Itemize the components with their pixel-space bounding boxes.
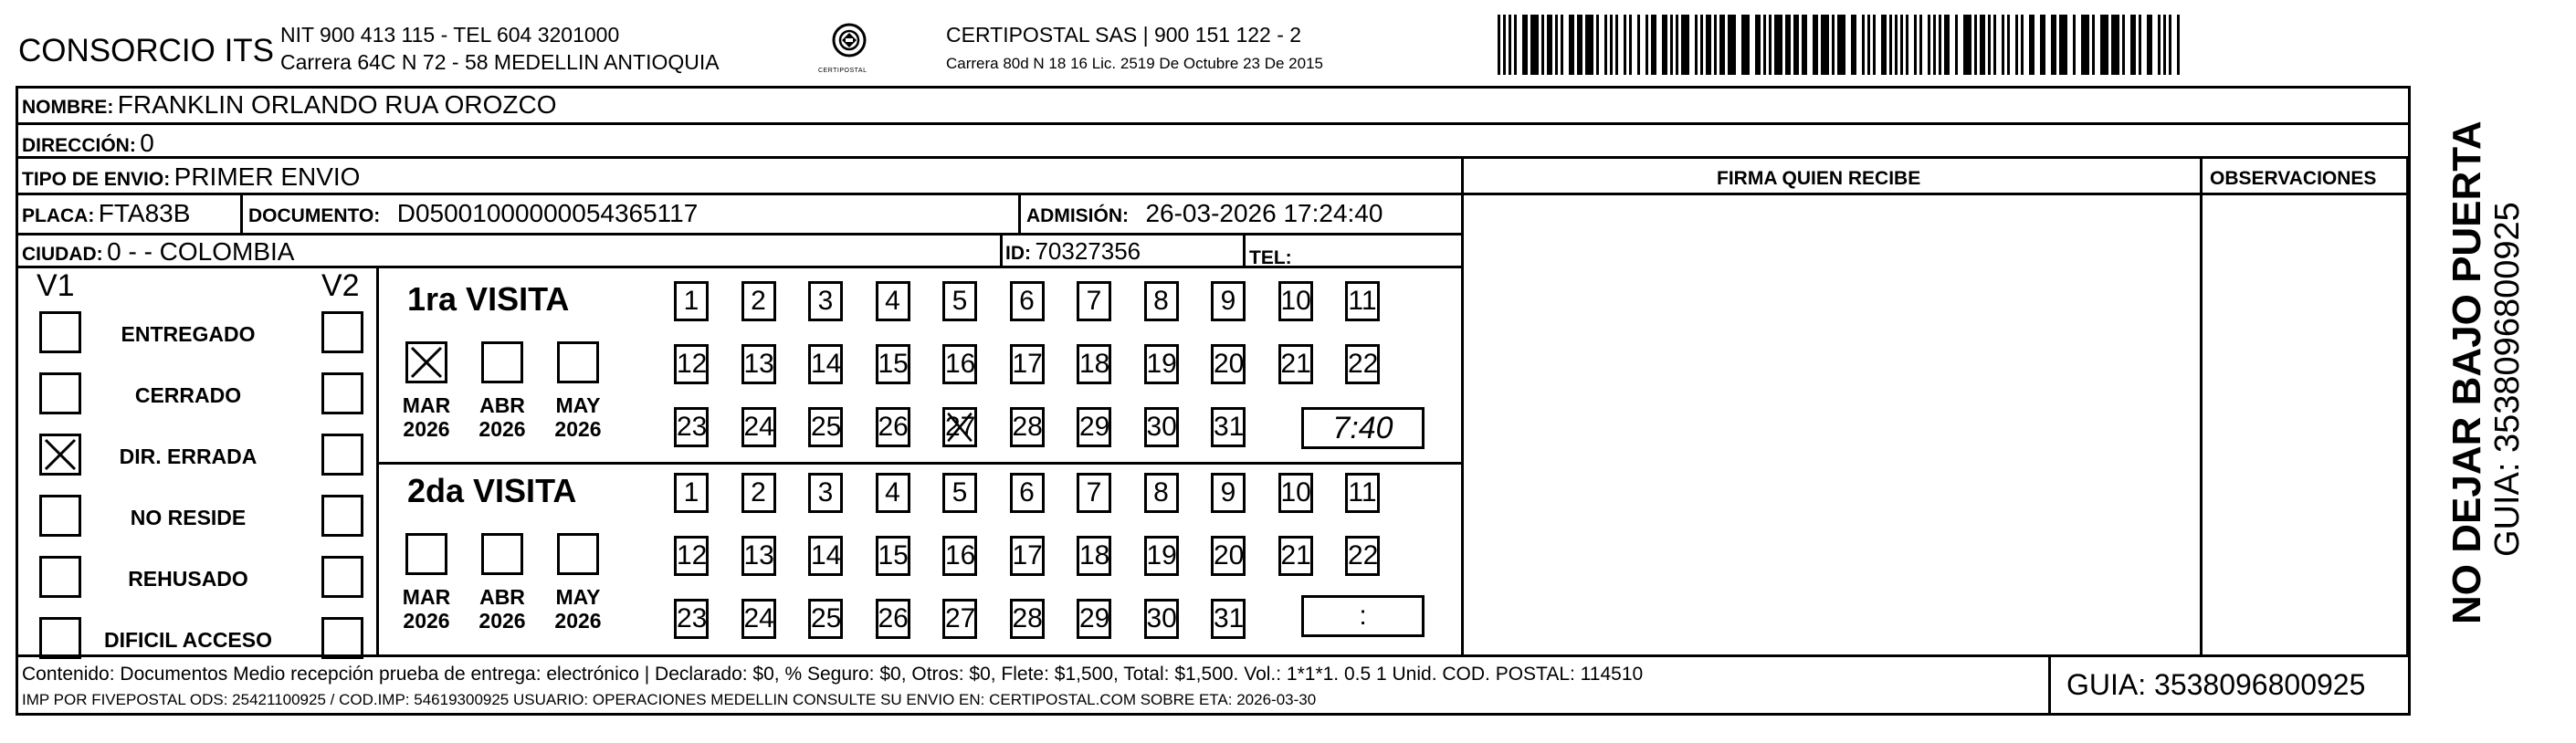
company-address: Carrera 64C N 72 - 58 MEDELLIN ANTIOQUIA	[280, 50, 720, 74]
day-box[interactable]: 23	[674, 407, 709, 447]
documento-label: DOCUMENTO:	[248, 205, 381, 226]
day-box[interactable]: 14	[808, 344, 843, 384]
day-box[interactable]: 13	[741, 344, 776, 384]
day-box[interactable]: 12	[674, 344, 709, 384]
ciudad-value: 0 - - COLOMBIA	[107, 237, 295, 266]
admision-label: ADMISIÓN:	[1026, 205, 1129, 226]
day-box[interactable]: 21	[1278, 344, 1313, 384]
v2-checkbox[interactable]	[321, 372, 363, 414]
day-box[interactable]: 9	[1211, 281, 1246, 321]
day-box[interactable]: 24	[741, 407, 776, 447]
day-box[interactable]: 31	[1211, 407, 1246, 447]
day-box[interactable]: 17	[1010, 536, 1045, 576]
day-box[interactable]: 13	[741, 536, 776, 576]
day-box[interactable]: 29	[1077, 407, 1111, 447]
carrier-license: Carrera 80d N 18 16 Lic. 2519 De Octubre 23 De 2015	[946, 55, 1323, 72]
day-box[interactable]: 1	[674, 473, 709, 513]
day-box[interactable]: 2	[741, 473, 776, 513]
day-box[interactable]: 26	[876, 407, 910, 447]
observaciones-label: OBSERVACIONES	[2210, 168, 2377, 189]
day-box[interactable]: 15	[876, 344, 910, 384]
visit2-time: :	[1359, 601, 1367, 631]
visit1-time: 7:40	[1332, 411, 1393, 445]
barcode	[1498, 15, 2184, 75]
day-box[interactable]: 20	[1211, 536, 1246, 576]
admision-row	[1026, 201, 1383, 226]
logo-caption: CERTIPOSTAL	[818, 68, 867, 74]
company-nit: NIT 900 413 115 - TEL 604 3201000	[280, 23, 620, 47]
month-checkbox[interactable]	[481, 341, 523, 383]
reason-label: DIR. ERRADA	[119, 445, 258, 468]
company-name: CONSORCIO ITS	[18, 33, 275, 68]
nombre-value: FRANKLIN ORLANDO RUA OROZCO	[117, 90, 557, 119]
day-box[interactable]: 12	[674, 536, 709, 576]
day-box[interactable]: 14	[808, 536, 843, 576]
reason-label: REHUSADO	[128, 567, 248, 591]
day-box[interactable]: 1	[674, 281, 709, 321]
day-box[interactable]: 6	[1010, 281, 1045, 321]
day-box[interactable]: 21	[1278, 536, 1313, 576]
day-box[interactable]: 24	[741, 599, 776, 639]
day-box[interactable]: 30	[1144, 599, 1179, 639]
day-box[interactable]: 19	[1144, 536, 1179, 576]
tipo-row	[22, 164, 360, 190]
day-box[interactable]: 28	[1010, 599, 1045, 639]
month-checkbox[interactable]	[557, 533, 599, 575]
direccion-row	[22, 131, 154, 156]
v2-checkbox[interactable]	[321, 617, 363, 659]
no-dejar-bajo-puerta: NO DEJAR BAJO PUERTA	[2445, 120, 2489, 624]
side-guia: GUIA: 3538096800925	[2488, 202, 2527, 557]
v2-checkbox[interactable]	[321, 311, 363, 353]
day-box[interactable]: 10	[1278, 473, 1313, 513]
day-box[interactable]: 18	[1077, 344, 1111, 384]
tel-row	[1249, 243, 1292, 268]
day-box[interactable]: 30	[1144, 407, 1179, 447]
day-box[interactable]: 27	[942, 599, 977, 639]
ciudad-row	[22, 239, 294, 265]
day-box[interactable]: 17	[1010, 344, 1045, 384]
month-checkbox[interactable]	[405, 341, 447, 383]
footer-contenido: Contenido: Documentos Medio recepción prueba de entrega: electrónico | Declarado: $0, % Seguro: $0, Otros: $0, Flete: $1,500, Total: $1,500. Vol.: 1*1*1. 0.5 1 Unid. COD. POSTAL: 114510	[22, 664, 1644, 685]
day-box[interactable]: 28	[1010, 407, 1045, 447]
reason-label: CERRADO	[134, 383, 242, 407]
v2-checkbox[interactable]	[321, 434, 363, 476]
v2-label: V2	[321, 268, 360, 303]
day-box[interactable]: 3	[808, 281, 843, 321]
direccion-label: DIRECCIÓN:	[22, 135, 136, 156]
day-box[interactable]: 25	[808, 599, 843, 639]
day-box[interactable]: 23	[674, 599, 709, 639]
x-check-icon	[408, 344, 445, 381]
month-label: MAR 2026	[402, 393, 451, 442]
day-box[interactable]: 29	[1077, 599, 1111, 639]
day-box[interactable]: 7	[1077, 473, 1111, 513]
month-label: ABR 2026	[478, 585, 526, 633]
nombre-label: NOMBRE:	[22, 97, 114, 118]
tel-label: TEL:	[1249, 247, 1292, 268]
day-box[interactable]: 11	[1345, 281, 1380, 321]
day-number: 27	[945, 412, 976, 442]
footer-guia: GUIA: 3538096800925	[2066, 668, 2366, 701]
day-box[interactable]: 25	[808, 407, 843, 447]
tipo-label: TIPO DE ENVIO:	[22, 169, 171, 190]
documento-row	[248, 201, 698, 226]
day-box[interactable]: 19	[1144, 344, 1179, 384]
day-box[interactable]: 15	[876, 536, 910, 576]
admision-value: 26-03-2026 17:24:40	[1145, 199, 1383, 227]
direccion-value: 0	[140, 129, 154, 157]
reason-label: ENTREGADO	[121, 322, 256, 346]
id-label: ID:	[1005, 243, 1031, 264]
day-box[interactable]: 20	[1211, 344, 1246, 384]
day-box[interactable]: 22	[1345, 536, 1380, 576]
month-label: MAY 2026	[554, 585, 602, 633]
day-box[interactable]: 26	[876, 599, 910, 639]
day-box[interactable]: 7	[1077, 281, 1111, 321]
footer-imp: IMP POR FIVEPOSTAL ODS: 25421100925 / COD.IMP: 54619300925 USUARIO: OPERACIONES MEDELLIN CONSULTE SU ENVIO EN: CERTIPOSTAL.COM SOBRE ETA: 2026-03-30	[22, 691, 1317, 708]
day-box[interactable]: 3	[808, 473, 843, 513]
month-checkbox[interactable]	[481, 533, 523, 575]
day-box[interactable]: 10	[1278, 281, 1313, 321]
v1-label: V1	[37, 268, 75, 303]
day-box[interactable]: 4	[876, 281, 910, 321]
month-label: ABR 2026	[478, 393, 526, 442]
month-checkbox[interactable]	[557, 341, 599, 383]
id-value: 70327356	[1035, 237, 1141, 265]
visit2-title: 2da VISITA	[407, 472, 577, 509]
reason-label: DIFICIL ACCESO	[103, 628, 272, 652]
day-box[interactable]: 5	[942, 473, 977, 513]
reason-label: NO RESIDE	[130, 506, 247, 529]
day-box[interactable]: 22	[1345, 344, 1380, 384]
visit1-time-box	[1301, 407, 1425, 449]
v2-checkbox[interactable]	[321, 495, 363, 537]
placa-value: FTA83B	[98, 199, 191, 227]
day-box[interactable]: 6	[1010, 473, 1045, 513]
firma-label: FIRMA QUIEN RECIBE	[1717, 168, 1921, 189]
placa-row	[22, 201, 190, 226]
v2-checkbox[interactable]	[321, 556, 363, 598]
nombre-row	[22, 92, 557, 118]
day-box[interactable]: 31	[1211, 599, 1246, 639]
documento-value: D05001000000054365117	[396, 199, 699, 227]
day-box[interactable]: 11	[1345, 473, 1380, 513]
carrier-name: CERTIPOSTAL SAS | 900 151 122 - 2	[946, 23, 1302, 47]
month-checkbox[interactable]	[405, 533, 447, 575]
month-label: MAR 2026	[402, 585, 451, 633]
day-box[interactable]	[942, 407, 977, 447]
day-box[interactable]: 16	[942, 536, 977, 576]
placa-label: PLACA:	[22, 205, 95, 226]
day-box[interactable]: 16	[942, 344, 977, 384]
visit2-time-box	[1301, 595, 1425, 637]
day-box[interactable]: 18	[1077, 536, 1111, 576]
visit1-title: 1ra VISITA	[407, 280, 570, 318]
day-box[interactable]: 8	[1144, 473, 1179, 513]
day-box[interactable]: 5	[942, 281, 977, 321]
day-box[interactable]: 8	[1144, 281, 1179, 321]
certipostal-logo	[820, 22, 878, 73]
tipo-value: PRIMER ENVIO	[173, 162, 361, 191]
day-box[interactable]: 9	[1211, 473, 1246, 513]
day-box[interactable]: 4	[876, 473, 910, 513]
month-label: MAY 2026	[554, 393, 602, 442]
day-box[interactable]: 2	[741, 281, 776, 321]
id-row	[1005, 239, 1141, 263]
ciudad-label: CIUDAD:	[22, 244, 103, 265]
